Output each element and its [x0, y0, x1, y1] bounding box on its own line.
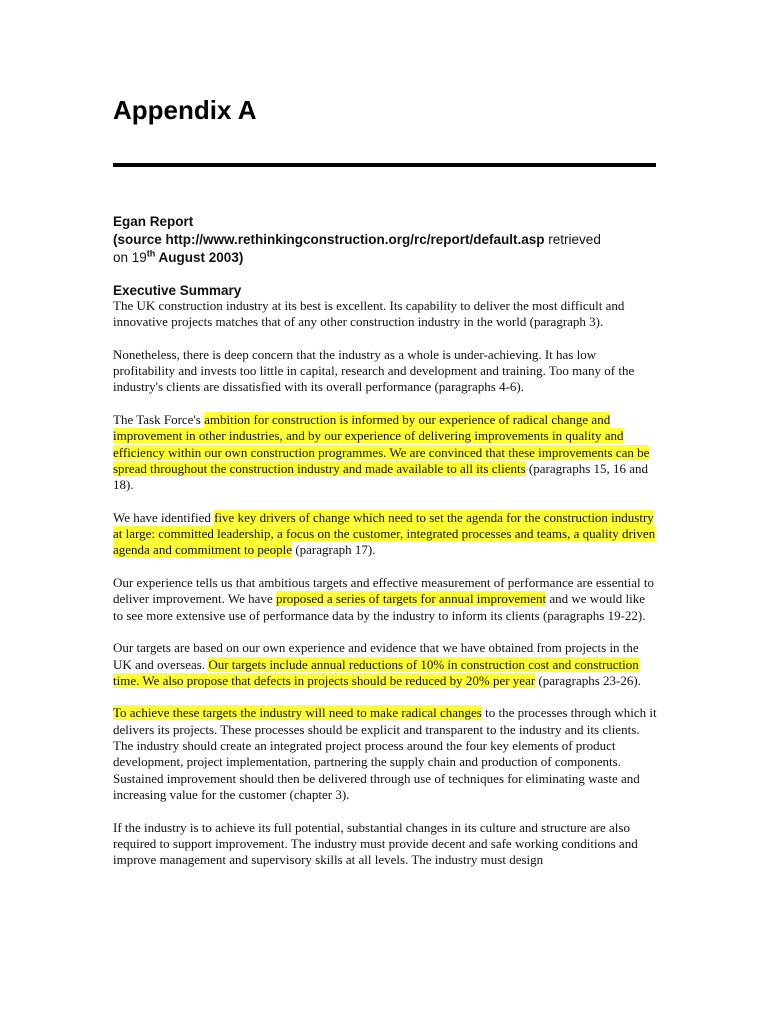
highlight-7: To achieve these targets the industry will need to make radical changes [113, 705, 482, 721]
highlight-6: Our targets include annual reductions of 10% in construction cost and construction time. We also propose that defects in projects should be reduced by 20% per year [113, 656, 639, 688]
paragraph-1: The UK construction industry at its best is excellent. Its capability to deliver the most difficult and innovative projects matches that of any other construction industry in the world (paragraph 3). [113, 298, 625, 330]
paragraph-3-tail: (paragraphs 15, 16 and 18). [113, 460, 649, 493]
paragraph-5-text: Our experience tells us that ambitious targets and effective measurement of performance are essential to deliver improvement. We have [113, 575, 654, 607]
retrieved-text: retrieved [544, 232, 601, 247]
paragraph-7 [113, 705, 658, 803]
paragraph-3 [113, 412, 658, 493]
paragraph-6-text: Our targets are based on our own experience and evidence that we have obtained from projects in the UK and overseas. [113, 640, 639, 672]
highlight-5: proposed a series of targets for annual improvement [275, 591, 547, 607]
summary-body [113, 298, 658, 885]
paragraph-2: Nonetheless, there is deep concern that the industry as a whole is under-achieving. It has low profitability and invests too little in capital, research and development and training. Too many of the industry's clients are dissatisfied with its overall performance (paragraphs 4-6). [113, 346, 635, 395]
source-url-text: (source http://www.rethinkingconstruction.org/rc/report/default.asp [113, 232, 545, 247]
date-superscript: th [146, 248, 156, 259]
source-title: Egan Report [113, 214, 194, 229]
source-block [113, 213, 658, 267]
paragraph-4-text: We have identified [113, 509, 215, 525]
date-on-text: on 19 [113, 250, 147, 265]
source-line [113, 231, 658, 249]
paragraph-6 [113, 640, 658, 689]
paragraph-3-text: The Task Force's [113, 412, 205, 428]
paragraph-4 [113, 510, 658, 559]
paragraph-7-tail: to the processes through which it delivers its projects. These processes should be explicit and transparent to the industry and its clients. The industry should create an integrated project process around the four key elements of product development, project implementation, partnering the supply chain and production of components. Sustained improvement should then be delivered through use of techniques for eliminating waste and increasing value for the customer (chapter 3). [113, 705, 657, 802]
paragraph-4-tail: (paragraph 17). [292, 542, 376, 558]
heading-rule [113, 163, 656, 167]
page-heading: Appendix A [113, 95, 257, 125]
paragraph-5 [113, 575, 658, 624]
executive-summary-heading: Executive Summary [113, 283, 242, 298]
paragraph-8: If the industry is to achieve its full potential, substantial changes in its culture and structure are also required to support improvement. The industry must provide decent and safe working conditions and improve management and supervisory skills at all levels. The industry must design [113, 819, 638, 868]
paragraph-5-tail: and we would like to see more extensive use of performance data by the industry to inform its clients (paragraphs 19-22). [113, 591, 646, 623]
highlight-3: ambition for construction is informed by our experience of radical change and improvement in other industries, and by our experience of delivering improvements in quality and efficiency within our own construction programmes. We are convinced that these improvements can be spread throughout the construction industry and made available to all its clients [113, 412, 650, 476]
paragraph-6-tail: (paragraphs 23-26). [535, 672, 641, 688]
date-rest-text: August 2003) [155, 250, 244, 265]
highlight-4: five key drivers of change which need to set the agenda for the construction industry at large: committed leadership, a focus on the customer, integrated processes and teams, a quality driven agenda and commitment to people [113, 509, 656, 558]
source-date [113, 249, 658, 267]
